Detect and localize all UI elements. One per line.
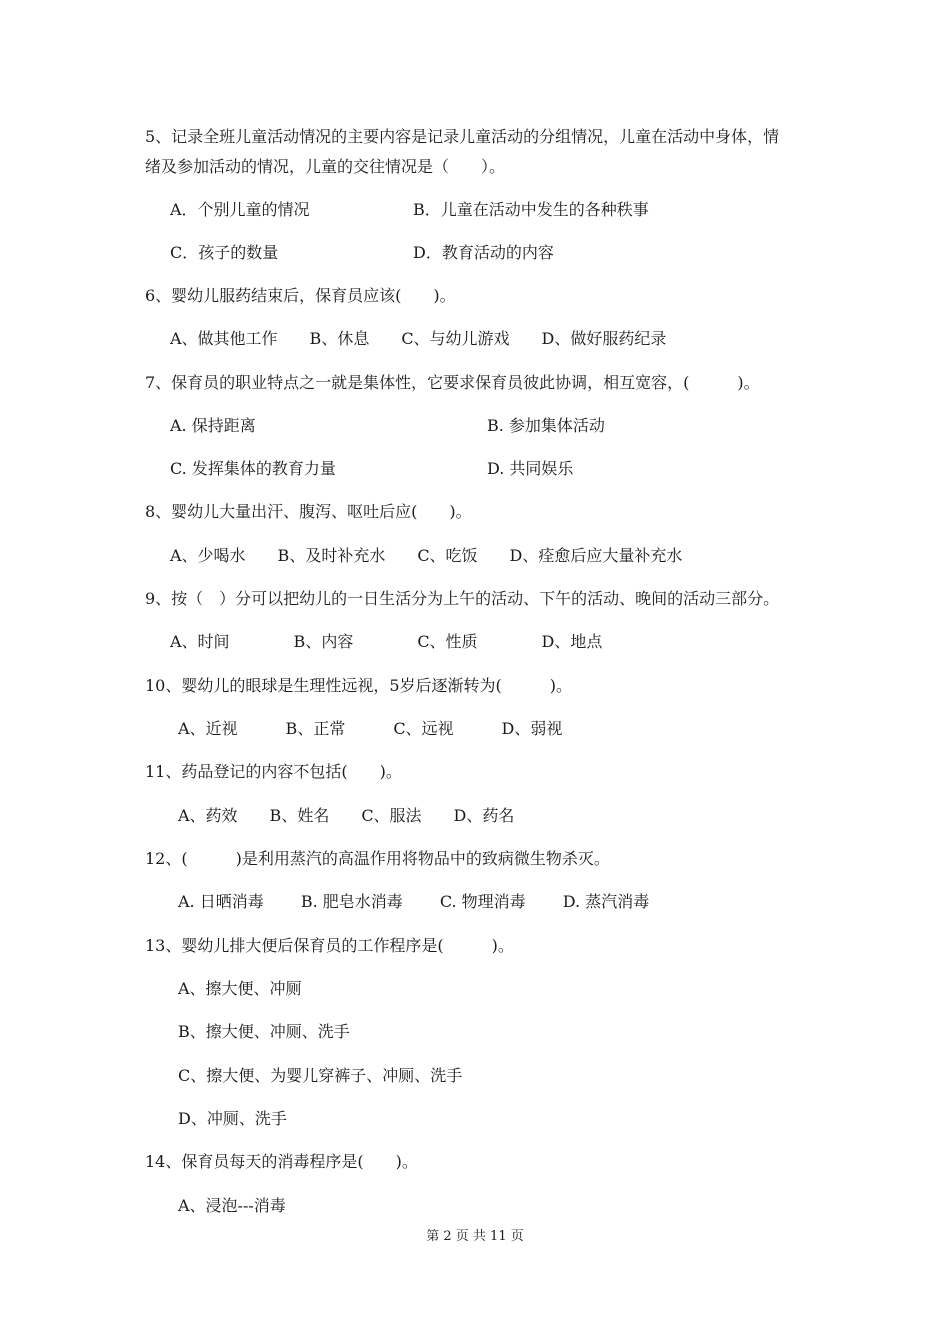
question-10-options: A、近视 B、正常 C、远视 D、弱视	[178, 719, 563, 738]
question-13-option-c: C、擦大便、为婴儿穿裤子、冲厕、洗手	[178, 1066, 463, 1085]
question-7-option-a: A. 保持距离	[170, 416, 256, 435]
question-13-option-d: D、冲厕、洗手	[178, 1109, 287, 1128]
page-footer: 第 2 页 共 11 页	[426, 1229, 524, 1244]
question-7-option-c: C. 发挥集体的教育力量	[170, 459, 336, 478]
question-12-options: A. 日晒消毒 B. 肥皂水消毒 C. 物理消毒 D. 蒸汽消毒	[178, 892, 650, 911]
question-14-option-a: A、浸泡---消毒	[178, 1196, 286, 1215]
question-5-option-c: C．孩子的数量	[170, 243, 279, 262]
question-6-options: A、做其他工作 B、休息 C、与幼儿游戏 D、做好服药纪录	[170, 329, 667, 348]
question-9-options: A、时间 B、内容 C、性质 D、地点	[170, 632, 603, 651]
question-5-option-a: A．个别儿童的情况	[170, 200, 310, 219]
question-11-options: A、药效 B、姓名 C、服法 D、药名	[178, 806, 515, 825]
question-7-text: 7、保育员的职业特点之一就是集体性，它要求保育员彼此协调，相互宽容，( )。	[145, 373, 760, 392]
question-6-text: 6、婴幼儿服药结束后，保育员应该( )。	[145, 286, 456, 305]
question-5-option-d: D．教育活动的内容	[413, 243, 554, 262]
question-5-line-2: 绪及参加活动的情况，儿童的交往情况是（ ）。	[145, 157, 506, 176]
question-10-text: 10、婴幼儿的眼球是生理性远视，5岁后逐渐转为( )。	[145, 676, 573, 695]
question-5-option-b: B．儿童在活动中发生的各种秩事	[413, 200, 649, 219]
question-9-text: 9、按（ ）分可以把幼儿的一日生活分为上午的活动、下午的活动、晚间的活动三部分。	[145, 589, 780, 608]
question-13-option-b: B、擦大便、冲厕、洗手	[178, 1022, 350, 1041]
question-8-text: 8、婴幼儿大量出汗、腹泻、呕吐后应( )。	[145, 502, 472, 521]
question-5-line-1: 5、记录全班儿童活动情况的主要内容是记录儿童活动的分组情况，儿童在活动中身体，情	[145, 127, 780, 146]
question-14-text: 14、保育员每天的消毒程序是( )。	[145, 1152, 418, 1171]
question-12-text: 12、( )是利用蒸汽的高温作用将物品中的致病微生物杀灭。	[145, 849, 610, 868]
question-11-text: 11、药品登记的内容不包括( )。	[145, 762, 402, 781]
question-13-text: 13、婴幼儿排大便后保育员的工作程序是( )。	[145, 936, 514, 955]
question-7-option-b: B. 参加集体活动	[487, 416, 605, 435]
question-13-option-a: A、擦大便、冲厕	[178, 979, 302, 998]
question-8-options: A、少喝水 B、及时补充水 C、吃饭 D、痊愈后应大量补充水	[170, 546, 683, 565]
question-7-option-d: D. 共同娱乐	[487, 459, 574, 478]
